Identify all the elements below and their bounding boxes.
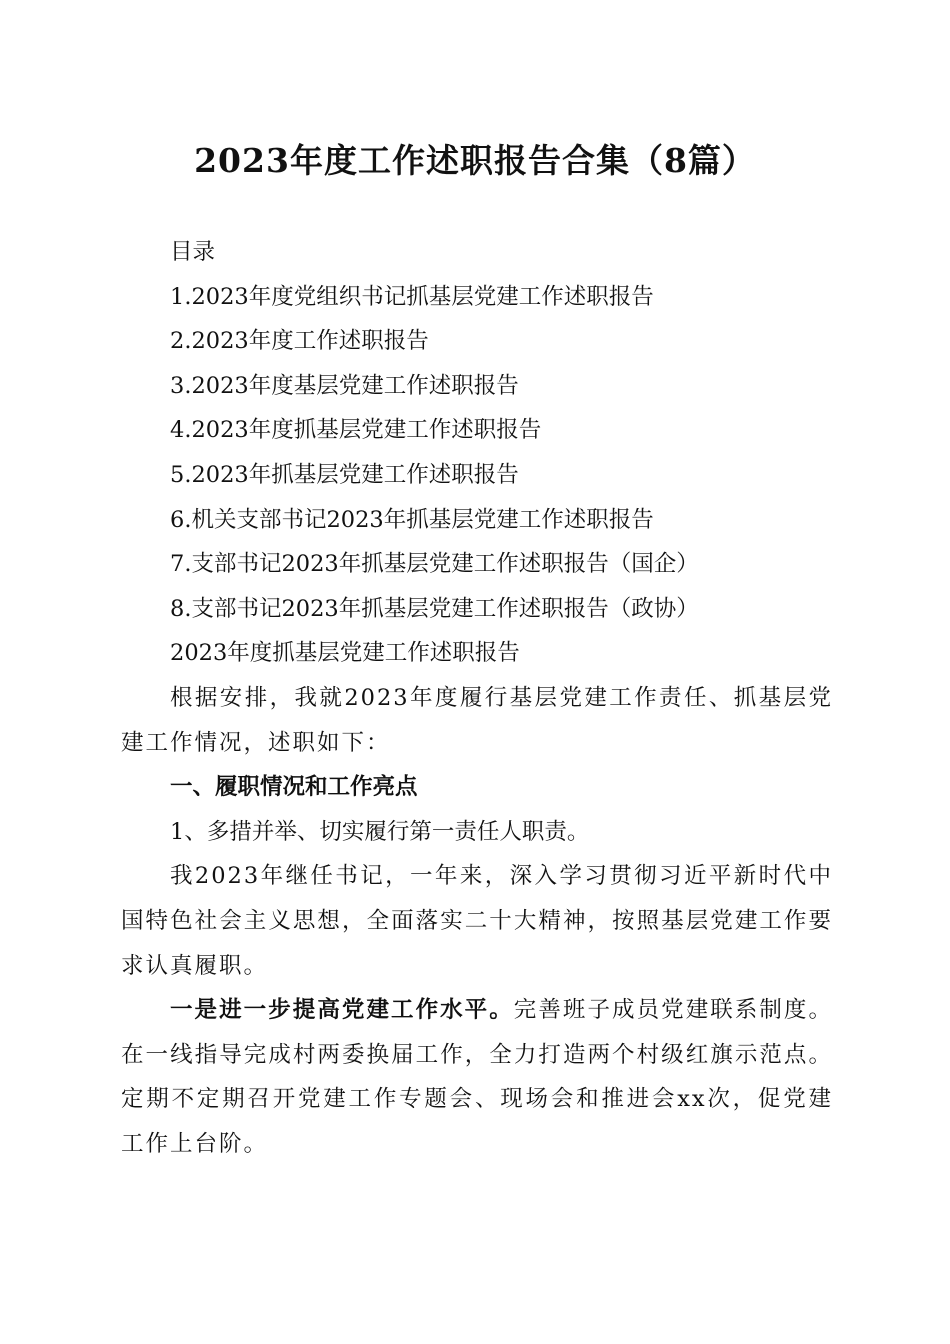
toc-item-6: 6.机关支部书记2023年抓基层党建工作述职报告 — [170, 506, 654, 533]
toc-item-4: 4.2023年度抓基层党建工作述职报告 — [170, 417, 542, 444]
body-paragraph-1: 我2023年继任书记，一年来，深入学习贯彻习近平新时代中国特色社会主义思想，全面落实二十大精神，按照基层党建工作要求认真履职。 — [121, 863, 833, 979]
toc-item-7: 7.支部书记2023年抓基层党建工作述职报告（国企） — [170, 551, 699, 578]
subsection-heading: 1、多措并举、切实履行第一责任人职责。 — [170, 818, 590, 845]
document-body — [121, 230, 833, 1166]
toc-item-8: 8.支部书记2023年抓基层党建工作述职报告（政协） — [170, 595, 699, 622]
section-heading: 一、履职情况和工作亮点 — [170, 774, 418, 801]
intro-paragraph: 根据安排，我就2023年度履行基层党建工作责任、抓基层党建工作情况，述职如下： — [121, 684, 833, 756]
body-paragraph-2 — [121, 988, 833, 1166]
paragraph-lead: 一是进一步提高党建工作水平。 — [170, 997, 514, 1024]
toc-label: 目录 — [170, 239, 216, 265]
toc-item-5: 5.2023年抓基层党建工作述职报告 — [170, 461, 519, 488]
report-title: 2023年度抓基层党建工作述职报告 — [170, 640, 520, 667]
paragraph-rest: 完善班子成员党建联系制度。在一线指导完成村两委换届工作，全力打造两个村级红旗示范点。定期不定期召开党建工作专题会、现场会和推进会xx次，促党建工作上台阶。 — [121, 997, 833, 1157]
document-title: 2023年度工作述职报告合集（8篇） — [194, 141, 756, 180]
toc-item-3: 3.2023年度基层党建工作述职报告 — [170, 372, 519, 399]
toc-item-2: 2.2023年度工作述职报告 — [170, 328, 429, 355]
toc-item-1: 1.2023年度党组织书记抓基层党建工作述职报告 — [170, 283, 654, 310]
